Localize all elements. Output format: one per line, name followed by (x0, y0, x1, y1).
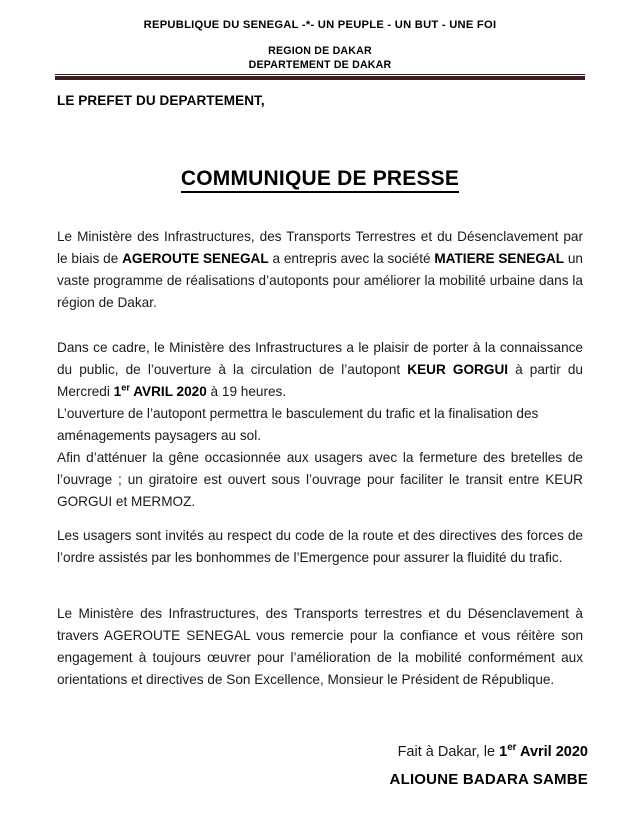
p2-date-ordinal-suffix: er (121, 382, 130, 393)
p1-part-d: un vaste programme de réalisations d’autoponts pour améliorer la mobilité urbaine dans la région de Dakar. (57, 251, 583, 310)
signature-date-ordinal-suffix: er (507, 742, 517, 754)
p1-matiere-senegal: MATIERE SENEGAL (434, 251, 565, 266)
p2-date-bold (114, 384, 207, 399)
p2-date-number: 1 (113, 384, 122, 399)
paragraph-intro-text (57, 226, 583, 314)
paragraph-opening-announcement (57, 337, 583, 447)
page-title-text: COMMUNIQUE DE PRESSE (181, 167, 459, 193)
divider-thin-line (55, 74, 585, 75)
prefect-label: LE PREFET DU DEPARTEMENT, (57, 93, 265, 108)
signature-date (499, 744, 588, 760)
signatory-name: ALIOUNE BADARA SAMBE (389, 771, 588, 788)
paragraph-opening-effects: L’ouverture de l’autopont permettra le basculement du trafic et la finalisation des aménagements paysagers au sol. (57, 406, 539, 443)
paragraph-traffic-mitigation-text: Afin d’atténuer la gêne occasionnée aux usagers avec la fermeture des bretelles de l’ouvrage ; un giratoire est ouvert sous l’ouvrage pour faciliter le transit entre KEUR GORGUI et MERMOZ. (57, 450, 583, 509)
p2-part-c: à partir du Mercredi (57, 362, 583, 399)
header-divider-rule (55, 74, 585, 80)
administrative-header (0, 45, 640, 72)
p2-part-a: Dans ce cadre, le Ministère des Infrastructures a le plaisir de porter à la connaissance du public, de l’ouverture à la circulation de l’autopont (57, 340, 583, 377)
paragraph-user-instructions-text: Les usagers sont invités au respect du code de la route et des directives des forces de l’ordre assistés par les bonhommes de l’Emergence pour assurer la fluidité du trafic. (57, 528, 583, 565)
divider-thick-line (55, 76, 585, 80)
department-line: DEPARTEMENT DE DAKAR (248, 58, 392, 71)
signature-date-number: 1 (499, 744, 508, 760)
republic-header-line: REPUBLIQUE DU SENEGAL -*- UN PEUPLE - UN BUT - UNE FOI (143, 19, 497, 31)
signature-date-line (398, 744, 588, 760)
p1-ageroute-senegal: AGEROUTE SENEGAL (122, 251, 269, 266)
p2-date-rest: AVRIL 2020 (129, 384, 207, 399)
paragraph-closing-thanks (57, 603, 583, 691)
signature-place-prefix: Fait à Dakar, le (397, 744, 500, 760)
paragraph-opening-text (57, 337, 583, 403)
signature-date-rest: Avril 2020 (516, 744, 588, 760)
p1-part-c: a entrepris avec la société (268, 251, 435, 266)
p1-part-a: Le Ministère des Infrastructures, des Transports Terrestres et du Désenclavement par le biais de (57, 229, 583, 266)
paragraph-user-instructions (57, 525, 583, 569)
paragraph-intro (57, 226, 583, 314)
paragraph-closing-thanks-text: Le Ministère des Infrastructures, des Transports terrestres et du Désenclavement à travers AGEROUTE SENEGAL vous remercie pour la confiance et vous réitère son engagement à toujours œuvrer pour l’amélioration de la mobilité conformément aux orientations et directives de Son Excellence, Monsieur le Président de République. (57, 606, 583, 687)
page-title (0, 167, 640, 191)
p2-part-d: à 19 heures. (206, 384, 287, 399)
p2-keur-gorgui: KEUR GORGUI (407, 362, 509, 377)
region-line: REGION DE DAKAR (268, 45, 372, 57)
paragraph-traffic-mitigation (57, 447, 583, 513)
